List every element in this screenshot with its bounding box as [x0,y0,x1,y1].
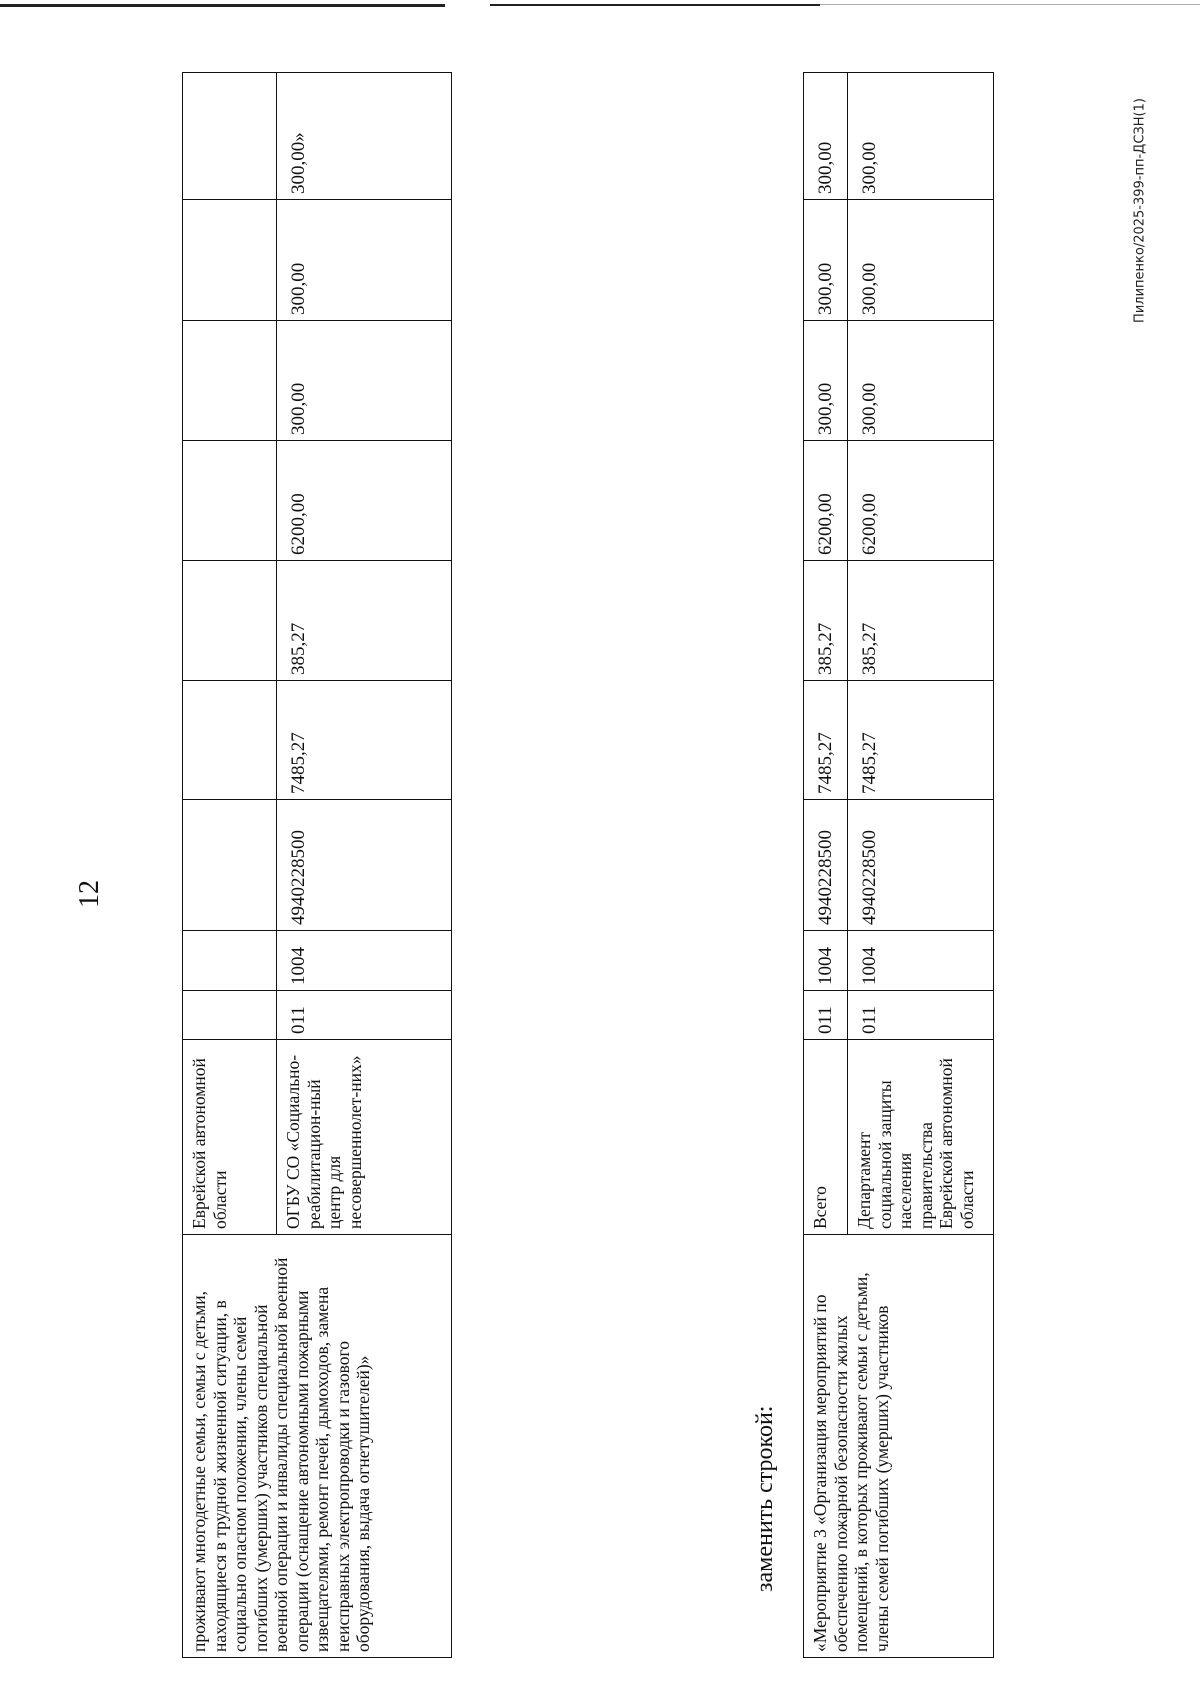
amount-cell: 300,00 [277,321,452,441]
scan-edge-line [820,4,1200,5]
amount-cell: 7485,27 [277,681,452,800]
amount-cell: 385,27 [804,561,848,681]
amount-cell: 7485,27 [804,681,848,800]
amount-cell: 300,00 [848,73,994,200]
executor-cell: Всего [804,1040,848,1235]
executor-cell: ОГБУ СО «Социально-реабилитацион-ный центр для несовершеннолет-них» [277,1040,452,1235]
amount-cell: 300,00 [848,200,994,321]
cell [183,681,277,800]
amount-cell: 385,27 [848,561,994,681]
code-cell: 1004 [848,931,994,991]
cell [183,561,277,681]
code-cell: 011 [848,991,994,1040]
cell [183,73,277,200]
code-cell: 1004 [804,931,848,991]
cell [183,800,277,931]
amount-cell: 300,00 [277,200,452,321]
amount-cell: 300,00 [848,321,994,441]
measure-description: «Мероприятие 3 «Организация мероприятий по обеспечению пожарной безопасности жилых помещений, в которых проживают семьи с детьми, члены семей погибших (умерших) участников [804,1235,994,1658]
budget-table-replacement [803,72,994,1658]
code-cell: 4940228500 [848,800,994,931]
amount-cell: 6200,00 [277,441,452,561]
code-cell: 1004 [277,931,452,991]
amount-cell: 7485,27 [848,681,994,800]
amount-cell: 300,00 [804,73,848,200]
amount-cell: 6200,00 [804,441,848,561]
table-row [183,73,277,1658]
cell [183,200,277,321]
footer-code: Пилипенко/2025-399-пп-ДСЗН(1) [1132,98,1148,323]
code-cell: 4940228500 [277,800,452,931]
scan-edge-line [0,4,445,7]
executor-cell: Департамент социальной защиты населения правительства Еврейской автономной области [848,1040,994,1235]
executor-cell: Еврейской автономной области [183,1040,277,1235]
budget-table-original [182,72,452,1658]
amount-cell: 300,00 [804,321,848,441]
amount-cell: 385,27 [277,561,452,681]
page-number: 12 [74,880,105,908]
amount-cell: 300,00» [277,73,452,200]
cell [183,991,277,1040]
code-cell: 011 [804,991,848,1040]
amount-cell: 6200,00 [848,441,994,561]
replace-caption: заменить строкой: [752,1405,778,1592]
table-row [804,73,848,1658]
cell [183,441,277,561]
scan-edge-line [490,4,820,6]
amount-cell: 300,00 [804,200,848,321]
cell [183,931,277,991]
measure-description: проживают многодетные семьи, семьи с детьми, находящиеся в трудной жизненной ситуации, в социально опасном положении, члены семей погибших (умерших) участников специальной военной операции и инвалиды специальной военной операции (оснащение автономными пожарными извещателями, ремонт печей, дымоходов, замена неисправных электропроводки и газового оборудования, выдача огнетушителей)» [183,1235,452,1658]
cell [183,321,277,441]
code-cell: 4940228500 [804,800,848,931]
code-cell: 011 [277,991,452,1040]
